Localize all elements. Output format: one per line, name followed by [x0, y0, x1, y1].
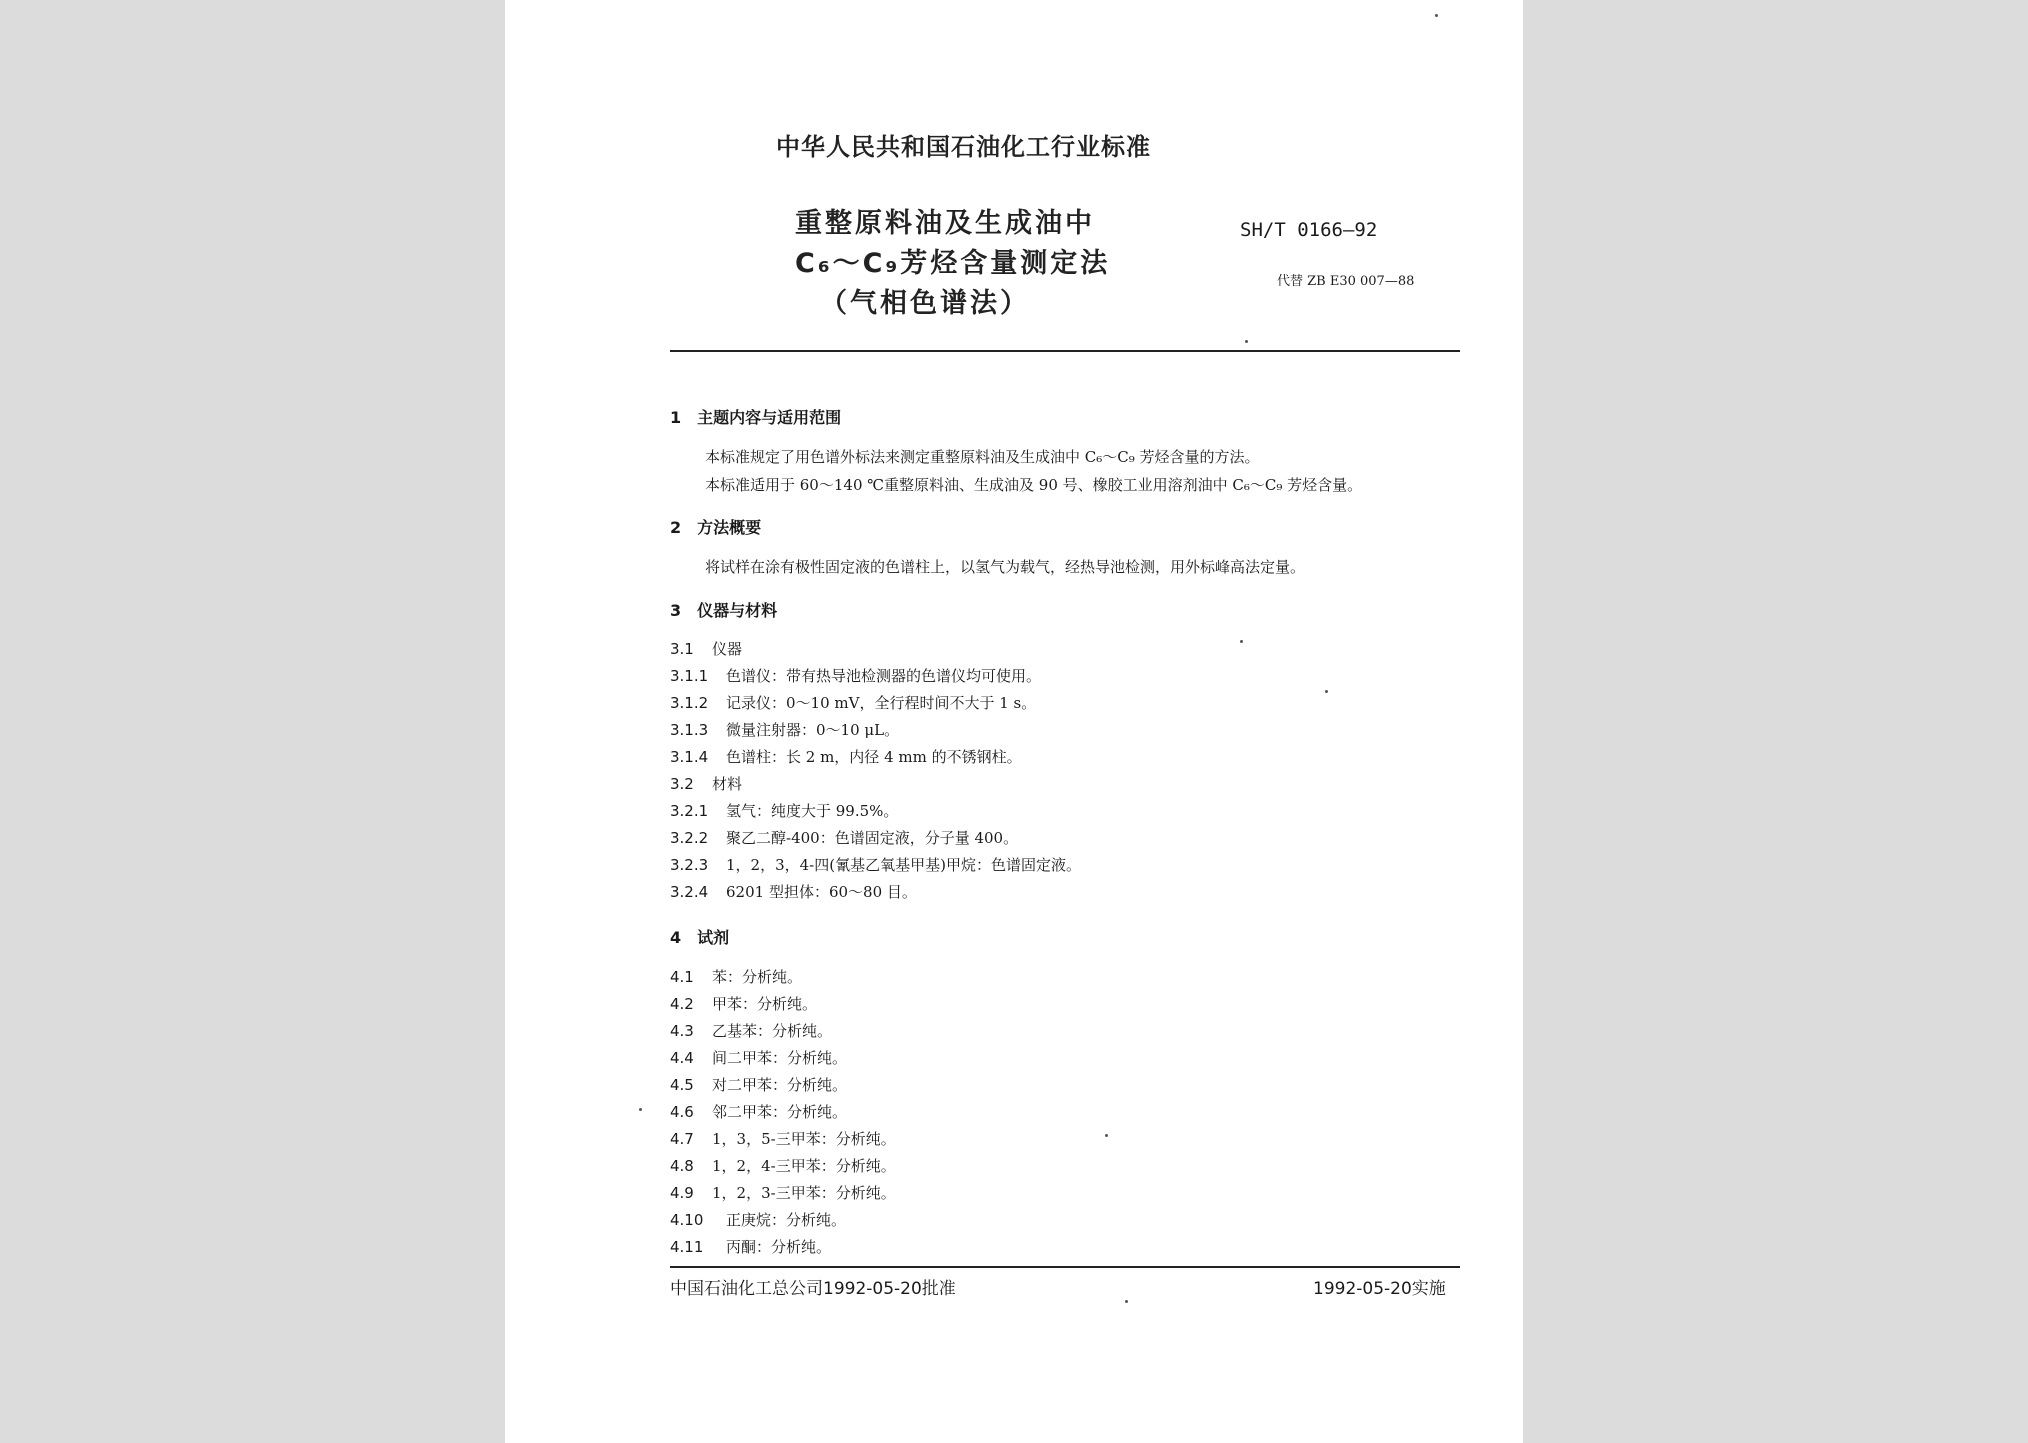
item-number: 4.3 [670, 1022, 694, 1040]
scan-speck [639, 1108, 642, 1111]
item-text: 邻二甲苯：分析纯。 [712, 1103, 848, 1121]
list-item [670, 800, 898, 821]
list-item [670, 692, 1036, 713]
item-text: 对二甲苯：分析纯。 [712, 1076, 848, 1094]
section-1-heading: 1 主题内容与适用范围 [670, 408, 842, 427]
item-number: 3.2.4 [670, 883, 709, 901]
item-number: 4.10 [670, 1211, 704, 1229]
item-number: 4.8 [670, 1157, 694, 1175]
list-item [670, 854, 1081, 875]
document-title [795, 204, 1111, 324]
section-2-heading: 2 方法概要 [670, 518, 762, 537]
item-number: 4.7 [670, 1130, 694, 1148]
approval-note: 中国石油化工总公司1992-05-20批准 [670, 1279, 956, 1299]
section-1-paragraph-1: 本标准规定了用色谱外标法来测定重整原料油及生成油中 C₆～C₉ 芳烃含量的方法。 [705, 448, 1260, 466]
header-divider [670, 350, 1460, 352]
item-text: 1，3，5-三甲苯：分析纯。 [712, 1130, 896, 1148]
item-number: 4.5 [670, 1076, 694, 1094]
list-item [670, 881, 917, 902]
item-number: 3.1.1 [670, 667, 709, 685]
item-text: 氢气：纯度大于 99.5%。 [726, 802, 899, 820]
item-text: 1，2，3-三甲苯：分析纯。 [712, 1184, 896, 1202]
effective-date: 1992-05-20实施 [1313, 1279, 1446, 1299]
standard-number: SH/T 0166—92 [1240, 219, 1378, 241]
scan-speck [1435, 14, 1438, 17]
title-line-3: （气相色谱法） [820, 288, 1030, 319]
item-number: 3.2.3 [670, 856, 709, 874]
title-line-1: 重整原料油及生成油中 [795, 208, 1095, 239]
item-text: 苯：分析纯。 [712, 968, 803, 986]
item-number: 4.1 [670, 968, 694, 986]
item-number: 3.1.3 [670, 721, 709, 739]
list-item [670, 746, 1022, 767]
item-text: 材料 [712, 775, 743, 793]
list-item [670, 1047, 847, 1068]
item-text: 微量注射器：0～10 μL。 [726, 721, 900, 739]
item-number: 3.2 [670, 775, 694, 793]
section-2-paragraph-1: 将试样在涂有极性固定液的色谱柱上，以氢气为载气，经热导池检测，用外标峰高法定量。 [705, 558, 1306, 576]
list-item [670, 1074, 847, 1095]
item-text: 聚乙二醇-400：色谱固定液，分子量 400。 [726, 829, 1019, 847]
list-item [670, 1101, 847, 1122]
item-text: 6201 型担体：60～80 目。 [726, 883, 917, 901]
replaces-note: 代替 ZB E30 007—88 [1277, 274, 1415, 289]
item-number: 3.1.4 [670, 748, 709, 766]
item-text: 1，2，3，4-四(氰基乙氧基甲基)甲烷：色谱固定液。 [726, 856, 1081, 874]
item-text: 1，2，4-三甲苯：分析纯。 [712, 1157, 896, 1175]
item-text: 间二甲苯：分析纯。 [712, 1049, 848, 1067]
scan-speck [1105, 1134, 1108, 1137]
standard-category-header: 中华人民共和国石油化工行业标准 [776, 133, 1151, 161]
list-item [670, 1128, 896, 1149]
item-number: 4.9 [670, 1184, 694, 1202]
list-item [670, 719, 899, 740]
item-number: 3.1.2 [670, 694, 709, 712]
scan-speck [1245, 340, 1248, 343]
section-4-heading: 4 试剂 [670, 928, 730, 947]
item-text: 正庚烷：分析纯。 [726, 1211, 847, 1229]
item-number: 4.6 [670, 1103, 694, 1121]
list-item [670, 638, 742, 659]
item-text: 丙酮：分析纯。 [726, 1238, 832, 1256]
list-item [670, 1155, 896, 1176]
list-item [670, 1020, 832, 1041]
list-item [670, 827, 1018, 848]
item-text: 乙基苯：分析纯。 [712, 1022, 833, 1040]
document-page [505, 0, 1523, 1443]
item-text: 仪器 [712, 640, 743, 658]
item-text: 色谱仪：带有热导池检测器的色谱仪均可使用。 [726, 667, 1042, 685]
item-text: 色谱柱：长 2 m，内径 4 mm 的不锈钢柱。 [726, 748, 1022, 766]
item-number: 3.1 [670, 640, 694, 658]
list-item [670, 773, 742, 794]
item-text: 记录仪：0～10 mV，全行程时间不大于 1 s。 [726, 694, 1037, 712]
list-item [670, 665, 1041, 686]
section-1-paragraph-2: 本标准适用于 60～140 ℃重整原料油、生成油及 90 号、橡胶工业用溶剂油中 C₆～C₉ 芳烃含量。 [705, 476, 1363, 494]
list-item [670, 1236, 831, 1257]
item-number: 4.2 [670, 995, 694, 1013]
item-number: 3.2.1 [670, 802, 709, 820]
item-text: 甲苯：分析纯。 [712, 995, 818, 1013]
item-number: 3.2.2 [670, 829, 709, 847]
scan-speck [1325, 690, 1328, 693]
list-item [670, 993, 817, 1014]
list-item [670, 1182, 896, 1203]
scan-speck [1125, 1300, 1128, 1303]
section-3-heading: 3 仪器与材料 [670, 601, 778, 620]
item-number: 4.4 [670, 1049, 694, 1067]
list-item [670, 966, 802, 987]
list-item [670, 1209, 846, 1230]
title-line-2: C₆～C₉芳烃含量测定法 [795, 248, 1111, 279]
footer-divider [670, 1266, 1460, 1268]
scan-speck [1240, 640, 1243, 643]
item-number: 4.11 [670, 1238, 704, 1256]
